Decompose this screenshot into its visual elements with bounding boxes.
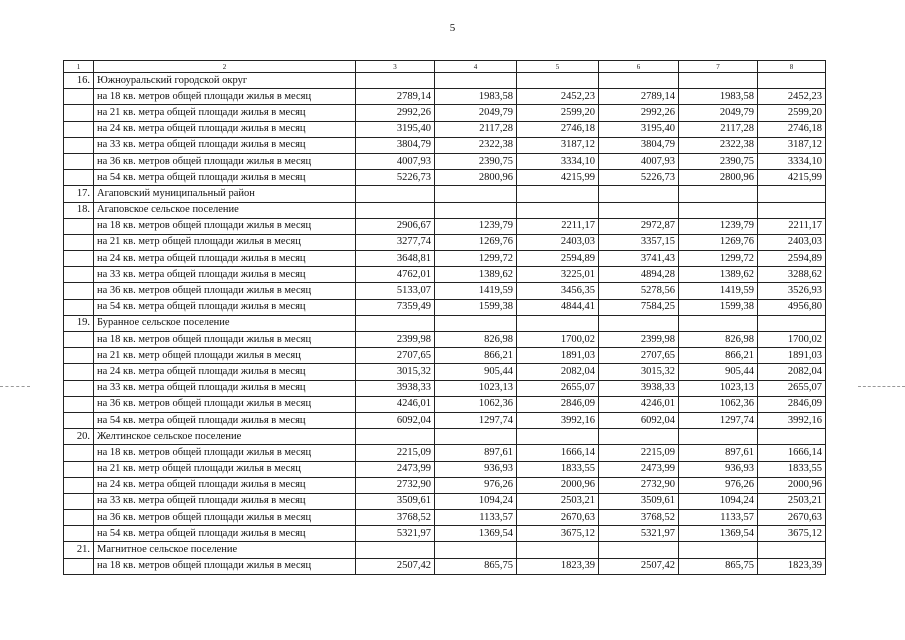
value-cell: 2399,98: [356, 332, 435, 348]
value-cell: 3741,43: [599, 251, 679, 267]
row-number-cell: [64, 234, 94, 250]
value-cell: 1599,38: [435, 299, 517, 315]
section-row: [64, 202, 826, 218]
value-cell: 826,98: [435, 332, 517, 348]
row-number-cell: [64, 137, 94, 153]
value-cell: 2503,21: [517, 493, 599, 509]
row-label: на 21 кв. метр общей площади жилья в месяц: [94, 461, 356, 477]
row-label: на 24 кв. метра общей площади жилья в месяц: [94, 364, 356, 380]
empty-cell: [679, 429, 758, 445]
table-row: [64, 348, 826, 364]
section-title: Желтинское сельское поселение: [94, 429, 356, 445]
value-cell: 2670,63: [517, 510, 599, 526]
value-cell: 1369,54: [435, 526, 517, 542]
value-cell: 3768,52: [599, 510, 679, 526]
empty-cell: [679, 202, 758, 218]
row-number-cell: [64, 251, 94, 267]
value-cell: 7584,25: [599, 299, 679, 315]
value-cell: 2403,03: [517, 234, 599, 250]
empty-cell: [517, 315, 599, 331]
value-cell: 1983,58: [435, 89, 517, 105]
empty-cell: [599, 315, 679, 331]
row-label: на 54 кв. метра общей площади жилья в месяц: [94, 412, 356, 428]
empty-cell: [517, 73, 599, 89]
empty-cell: [679, 542, 758, 558]
empty-cell: [435, 315, 517, 331]
empty-cell: [435, 202, 517, 218]
empty-cell: [599, 73, 679, 89]
empty-cell: [758, 315, 826, 331]
section-title: Агаповский муниципальный район: [94, 186, 356, 202]
value-cell: 1094,24: [679, 493, 758, 509]
value-cell: 1599,38: [679, 299, 758, 315]
value-cell: 976,26: [679, 477, 758, 493]
row-label: на 24 кв. метра общей площади жилья в месяц: [94, 251, 356, 267]
value-cell: 3456,35: [517, 283, 599, 299]
table-row: [64, 364, 826, 380]
column-number: 7: [679, 61, 758, 73]
value-cell: 4894,28: [599, 267, 679, 283]
value-cell: 1419,59: [435, 283, 517, 299]
empty-cell: [599, 202, 679, 218]
empty-cell: [356, 73, 435, 89]
value-cell: 1700,02: [758, 332, 826, 348]
row-label: на 18 кв. метров общей площади жилья в месяц: [94, 445, 356, 461]
value-cell: 3187,12: [517, 137, 599, 153]
value-cell: 2594,89: [758, 251, 826, 267]
value-cell: 2117,28: [679, 121, 758, 137]
value-cell: 2972,87: [599, 218, 679, 234]
value-cell: 865,75: [435, 558, 517, 574]
section-number: 16.: [64, 73, 94, 89]
value-cell: 2452,23: [758, 89, 826, 105]
row-number-cell: [64, 332, 94, 348]
value-cell: 3357,15: [599, 234, 679, 250]
table-row: [64, 493, 826, 509]
value-cell: 2473,99: [356, 461, 435, 477]
value-cell: 3675,12: [758, 526, 826, 542]
value-cell: 2800,96: [435, 170, 517, 186]
row-label: на 33 кв. метра общей площади жилья в месяц: [94, 493, 356, 509]
row-label: на 33 кв. метра общей площади жилья в месяц: [94, 137, 356, 153]
value-cell: 2846,09: [758, 396, 826, 412]
section-row: [64, 429, 826, 445]
value-cell: 1269,76: [679, 234, 758, 250]
table-row: [64, 89, 826, 105]
section-title: Буранное сельское поселение: [94, 315, 356, 331]
value-cell: 2000,96: [758, 477, 826, 493]
value-cell: 2322,38: [679, 137, 758, 153]
row-label: на 21 кв. метра общей площади жилья в месяц: [94, 105, 356, 121]
value-cell: 1983,58: [679, 89, 758, 105]
table-row: [64, 283, 826, 299]
section-title: Магнитное сельское поселение: [94, 542, 356, 558]
empty-cell: [679, 186, 758, 202]
table-row: [64, 105, 826, 121]
row-label: на 36 кв. метров общей площади жилья в месяц: [94, 283, 356, 299]
value-cell: 2992,26: [356, 105, 435, 121]
value-cell: 2594,89: [517, 251, 599, 267]
value-cell: 4844,41: [517, 299, 599, 315]
value-cell: 1297,74: [435, 412, 517, 428]
row-number-cell: [64, 170, 94, 186]
value-cell: 2322,38: [435, 137, 517, 153]
value-cell: 1833,55: [517, 461, 599, 477]
value-cell: 3992,16: [758, 412, 826, 428]
value-cell: 3938,33: [599, 380, 679, 396]
table-row: [64, 332, 826, 348]
value-cell: 2655,07: [517, 380, 599, 396]
table-row: [64, 412, 826, 428]
value-cell: 2503,21: [758, 493, 826, 509]
scan-artifact-left: [0, 386, 30, 388]
row-number-cell: [64, 526, 94, 542]
row-label: на 36 кв. метров общей площади жилья в месяц: [94, 153, 356, 169]
value-cell: 1133,57: [679, 510, 758, 526]
empty-cell: [758, 542, 826, 558]
table-row: [64, 267, 826, 283]
column-number: 2: [94, 61, 356, 73]
value-cell: 1891,03: [758, 348, 826, 364]
row-label: на 33 кв. метра общей площади жилья в месяц: [94, 380, 356, 396]
row-number-cell: [64, 477, 94, 493]
value-cell: 1239,79: [679, 218, 758, 234]
row-number-cell: [64, 89, 94, 105]
row-number-cell: [64, 283, 94, 299]
value-cell: 2452,23: [517, 89, 599, 105]
value-cell: 2507,42: [356, 558, 435, 574]
empty-cell: [356, 186, 435, 202]
value-cell: 3509,61: [356, 493, 435, 509]
value-cell: 2473,99: [599, 461, 679, 477]
value-cell: 1419,59: [679, 283, 758, 299]
column-number: 3: [356, 61, 435, 73]
empty-cell: [356, 542, 435, 558]
empty-cell: [356, 315, 435, 331]
value-cell: 1269,76: [435, 234, 517, 250]
value-cell: 2655,07: [758, 380, 826, 396]
section-row: [64, 186, 826, 202]
value-cell: 3288,62: [758, 267, 826, 283]
section-number: 17.: [64, 186, 94, 202]
scan-artifact-right: [858, 386, 905, 388]
section-row: [64, 542, 826, 558]
row-label: на 18 кв. метров общей площади жилья в месяц: [94, 558, 356, 574]
row-number-cell: [64, 218, 94, 234]
row-number-cell: [64, 364, 94, 380]
value-cell: 5133,07: [356, 283, 435, 299]
value-cell: 936,93: [435, 461, 517, 477]
value-cell: 2215,09: [356, 445, 435, 461]
value-cell: 1299,72: [679, 251, 758, 267]
row-number-cell: [64, 558, 94, 574]
value-cell: 3526,93: [758, 283, 826, 299]
value-cell: 3334,10: [517, 153, 599, 169]
value-cell: 2082,04: [517, 364, 599, 380]
empty-cell: [679, 73, 758, 89]
value-cell: 5321,97: [356, 526, 435, 542]
value-cell: 897,61: [679, 445, 758, 461]
empty-cell: [435, 542, 517, 558]
value-cell: 2507,42: [599, 558, 679, 574]
value-cell: 5321,97: [599, 526, 679, 542]
page-number: 5: [449, 22, 456, 34]
value-cell: 4246,01: [356, 396, 435, 412]
section-number: 18.: [64, 202, 94, 218]
value-cell: 936,93: [679, 461, 758, 477]
value-cell: 866,21: [435, 348, 517, 364]
value-cell: 4762,01: [356, 267, 435, 283]
section-title: Южноуральский городской округ: [94, 73, 356, 89]
row-number-cell: [64, 493, 94, 509]
row-label: на 36 кв. метров общей площади жилья в месяц: [94, 510, 356, 526]
value-cell: 3277,74: [356, 234, 435, 250]
value-cell: 2049,79: [679, 105, 758, 121]
value-cell: 3992,16: [517, 412, 599, 428]
section-row: [64, 315, 826, 331]
section-number: 19.: [64, 315, 94, 331]
value-cell: 3804,79: [356, 137, 435, 153]
value-cell: 4007,93: [599, 153, 679, 169]
value-cell: 1062,36: [679, 396, 758, 412]
row-label: на 18 кв. метров общей площади жилья в месяц: [94, 89, 356, 105]
empty-cell: [758, 186, 826, 202]
empty-cell: [517, 202, 599, 218]
table-row: [64, 558, 826, 574]
section-row: [64, 73, 826, 89]
value-cell: 866,21: [679, 348, 758, 364]
value-cell: 1297,74: [679, 412, 758, 428]
value-cell: 1094,24: [435, 493, 517, 509]
value-cell: 2906,67: [356, 218, 435, 234]
value-cell: 1666,14: [517, 445, 599, 461]
value-cell: 3804,79: [599, 137, 679, 153]
value-cell: 3768,52: [356, 510, 435, 526]
empty-cell: [356, 429, 435, 445]
row-label: на 54 кв. метра общей площади жилья в месяц: [94, 526, 356, 542]
value-cell: 3015,32: [599, 364, 679, 380]
value-cell: 2670,63: [758, 510, 826, 526]
row-label: на 24 кв. метра общей площади жилья в месяц: [94, 477, 356, 493]
value-cell: 3225,01: [517, 267, 599, 283]
value-cell: 2599,20: [517, 105, 599, 121]
row-number-cell: [64, 396, 94, 412]
value-cell: 1833,55: [758, 461, 826, 477]
value-cell: 2800,96: [679, 170, 758, 186]
value-cell: 2049,79: [435, 105, 517, 121]
value-cell: 3187,12: [758, 137, 826, 153]
value-cell: 5226,73: [599, 170, 679, 186]
table-row: [64, 137, 826, 153]
value-cell: 7359,49: [356, 299, 435, 315]
row-label: на 18 кв. метров общей площади жилья в месяц: [94, 332, 356, 348]
section-number: 21.: [64, 542, 94, 558]
value-cell: 2215,09: [599, 445, 679, 461]
empty-cell: [356, 202, 435, 218]
row-label: на 21 кв. метр общей площади жилья в месяц: [94, 234, 356, 250]
empty-cell: [435, 186, 517, 202]
row-number-cell: [64, 299, 94, 315]
value-cell: 2732,90: [356, 477, 435, 493]
value-cell: 2082,04: [758, 364, 826, 380]
value-cell: 2846,09: [517, 396, 599, 412]
value-cell: 2211,17: [758, 218, 826, 234]
table-row: [64, 153, 826, 169]
table-row: [64, 170, 826, 186]
row-number-cell: [64, 348, 94, 364]
empty-cell: [517, 429, 599, 445]
row-label: на 21 кв. метр общей площади жилья в месяц: [94, 348, 356, 364]
value-cell: 905,44: [679, 364, 758, 380]
value-cell: 2746,18: [758, 121, 826, 137]
value-cell: 1666,14: [758, 445, 826, 461]
value-cell: 2746,18: [517, 121, 599, 137]
value-cell: 1023,13: [435, 380, 517, 396]
value-cell: 2992,26: [599, 105, 679, 121]
table-row: [64, 234, 826, 250]
empty-cell: [679, 315, 758, 331]
row-label: на 36 кв. метров общей площади жилья в месяц: [94, 396, 356, 412]
column-number: 8: [758, 61, 826, 73]
section-title: Агаповское сельское поселение: [94, 202, 356, 218]
table-row: [64, 380, 826, 396]
table-row: [64, 251, 826, 267]
table-row: [64, 461, 826, 477]
empty-cell: [599, 542, 679, 558]
value-cell: 1062,36: [435, 396, 517, 412]
value-cell: 2732,90: [599, 477, 679, 493]
value-cell: 2707,65: [356, 348, 435, 364]
value-cell: 2390,75: [679, 153, 758, 169]
value-cell: 1700,02: [517, 332, 599, 348]
empty-cell: [599, 429, 679, 445]
value-cell: 6092,04: [599, 412, 679, 428]
value-cell: 4215,99: [758, 170, 826, 186]
value-cell: 2117,28: [435, 121, 517, 137]
row-number-cell: [64, 412, 94, 428]
value-cell: 3195,40: [356, 121, 435, 137]
table-row: [64, 445, 826, 461]
empty-cell: [758, 73, 826, 89]
value-cell: 2789,14: [356, 89, 435, 105]
row-label: на 54 кв. метра общей площади жилья в месяц: [94, 170, 356, 186]
empty-cell: [435, 73, 517, 89]
value-cell: 1389,62: [435, 267, 517, 283]
value-cell: 6092,04: [356, 412, 435, 428]
row-label: на 33 кв. метра общей площади жилья в месяц: [94, 267, 356, 283]
value-cell: 4956,80: [758, 299, 826, 315]
value-cell: 1023,13: [679, 380, 758, 396]
row-number-cell: [64, 267, 94, 283]
table-row: [64, 526, 826, 542]
value-cell: 905,44: [435, 364, 517, 380]
value-cell: 897,61: [435, 445, 517, 461]
tariff-table: [63, 60, 826, 575]
value-cell: 3938,33: [356, 380, 435, 396]
table-row: [64, 396, 826, 412]
table-row: [64, 299, 826, 315]
empty-cell: [517, 186, 599, 202]
table-row: [64, 121, 826, 137]
value-cell: 2390,75: [435, 153, 517, 169]
row-label: на 54 кв. метра общей площади жилья в месяц: [94, 299, 356, 315]
empty-cell: [758, 429, 826, 445]
row-number-cell: [64, 121, 94, 137]
value-cell: 2000,96: [517, 477, 599, 493]
table-row: [64, 477, 826, 493]
value-cell: 1369,54: [679, 526, 758, 542]
value-cell: 3015,32: [356, 364, 435, 380]
value-cell: 2403,03: [758, 234, 826, 250]
value-cell: 1389,62: [679, 267, 758, 283]
value-cell: 4246,01: [599, 396, 679, 412]
row-label: на 24 кв. метра общей площади жилья в месяц: [94, 121, 356, 137]
row-number-cell: [64, 510, 94, 526]
empty-cell: [599, 186, 679, 202]
value-cell: 2707,65: [599, 348, 679, 364]
table-row: [64, 510, 826, 526]
value-cell: 3648,81: [356, 251, 435, 267]
value-cell: 3334,10: [758, 153, 826, 169]
value-cell: 1823,39: [517, 558, 599, 574]
value-cell: 1239,79: [435, 218, 517, 234]
section-number: 20.: [64, 429, 94, 445]
value-cell: 865,75: [679, 558, 758, 574]
empty-cell: [435, 429, 517, 445]
value-cell: 4215,99: [517, 170, 599, 186]
value-cell: 2399,98: [599, 332, 679, 348]
value-cell: 2599,20: [758, 105, 826, 121]
value-cell: 2211,17: [517, 218, 599, 234]
value-cell: 3509,61: [599, 493, 679, 509]
value-cell: 3195,40: [599, 121, 679, 137]
value-cell: 5226,73: [356, 170, 435, 186]
row-number-cell: [64, 153, 94, 169]
row-label: на 18 кв. метров общей площади жилья в месяц: [94, 218, 356, 234]
value-cell: 1133,57: [435, 510, 517, 526]
value-cell: 2789,14: [599, 89, 679, 105]
value-cell: 1299,72: [435, 251, 517, 267]
value-cell: 1891,03: [517, 348, 599, 364]
value-cell: 976,26: [435, 477, 517, 493]
row-number-cell: [64, 380, 94, 396]
table-row: [64, 218, 826, 234]
value-cell: 4007,93: [356, 153, 435, 169]
column-number: 1: [64, 61, 94, 73]
column-number: 4: [435, 61, 517, 73]
column-number: 5: [517, 61, 599, 73]
row-number-cell: [64, 105, 94, 121]
column-number: 6: [599, 61, 679, 73]
row-number-cell: [64, 445, 94, 461]
value-cell: 3675,12: [517, 526, 599, 542]
row-number-cell: [64, 461, 94, 477]
value-cell: 1823,39: [758, 558, 826, 574]
empty-cell: [758, 202, 826, 218]
value-cell: 826,98: [679, 332, 758, 348]
empty-cell: [517, 542, 599, 558]
value-cell: 5278,56: [599, 283, 679, 299]
column-number-row: [64, 61, 826, 73]
